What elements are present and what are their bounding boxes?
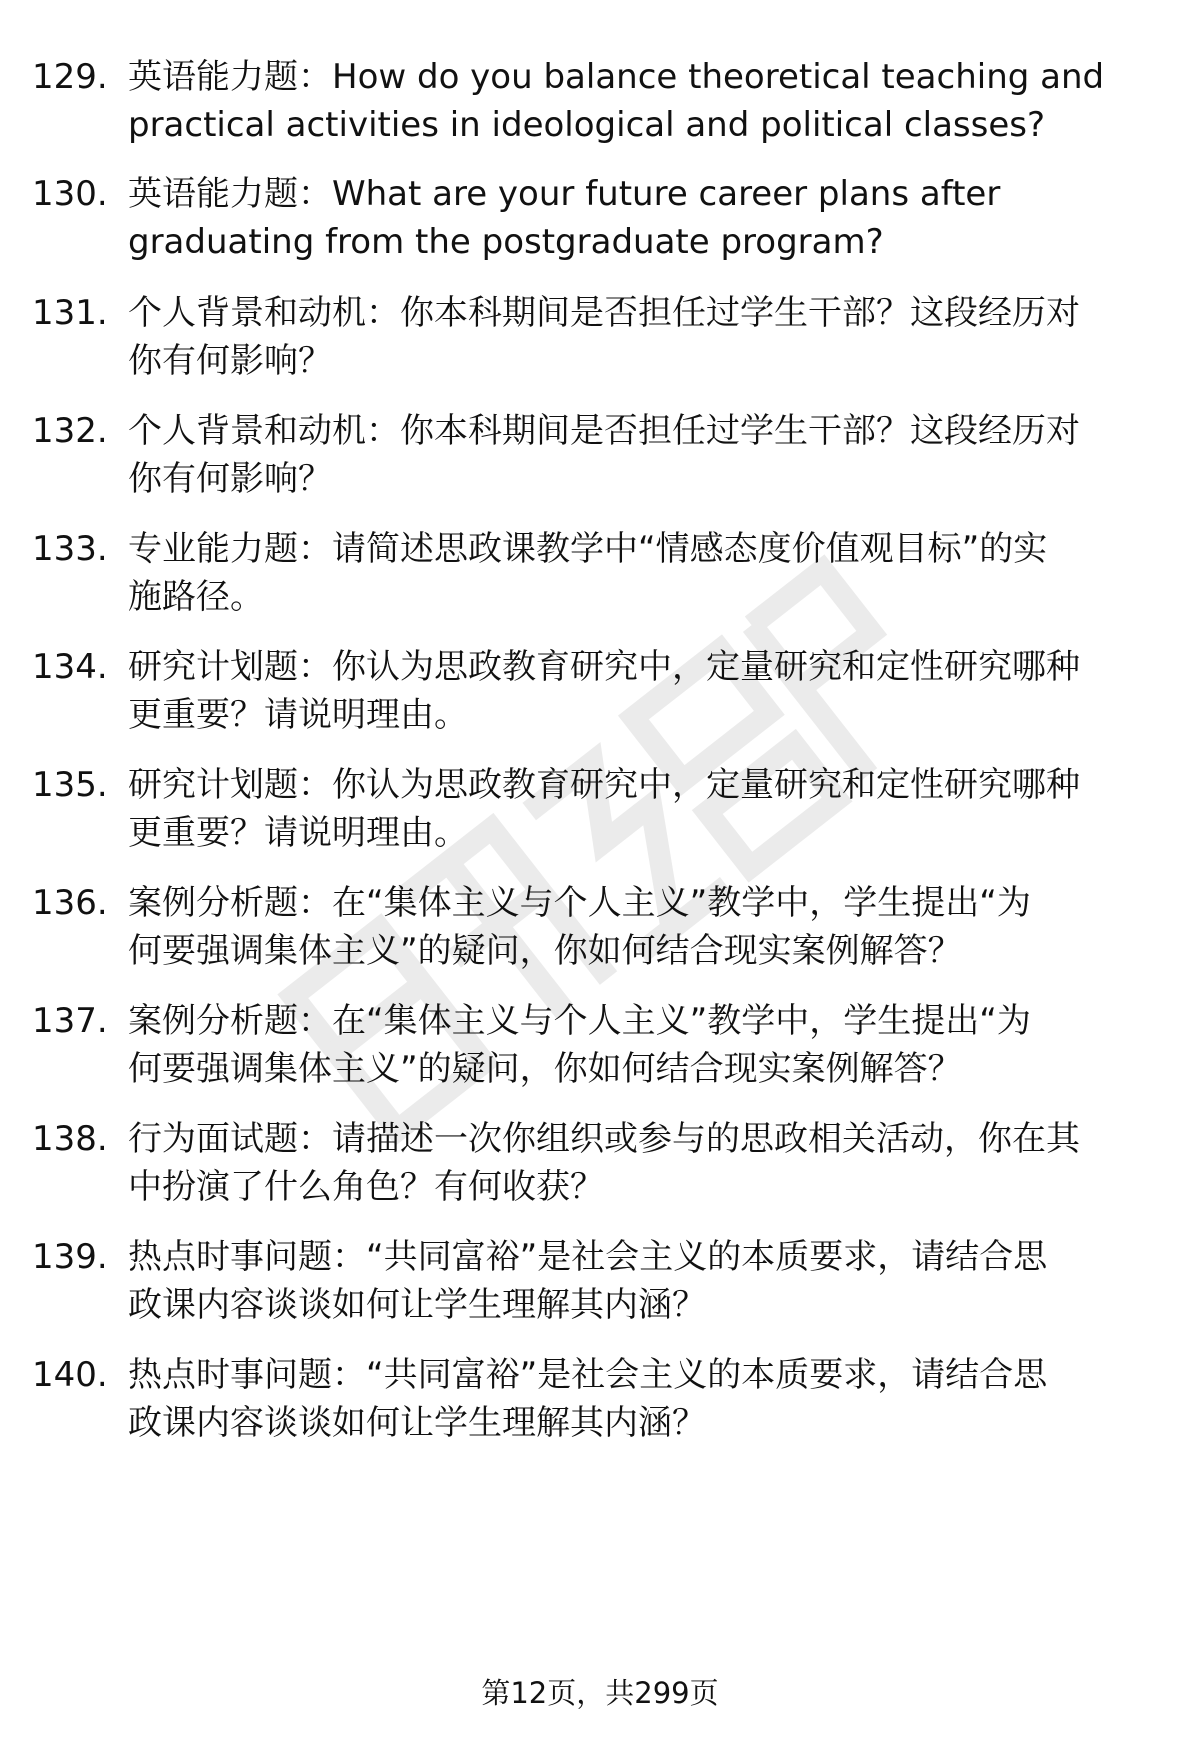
question-text-line: 你有何影响？ [128, 341, 332, 381]
question-text-line: graduating from the postgraduate program? [128, 222, 884, 262]
question-text-line: 更重要？请说明理由。 [128, 695, 468, 735]
question-text-line: 研究计划题：你认为思政教育研究中，定量研究和定性研究哪种 [128, 647, 1080, 687]
question-text-line: 研究计划题：你认为思政教育研究中，定量研究和定性研究哪种 [128, 765, 1080, 805]
question-text-line: 何要强调集体主义”的疑问，你如何结合现实案例解答？ [128, 1049, 962, 1089]
question-text-line: practical activities in ideological and political classes? [128, 105, 1046, 145]
question-number: 136. [32, 883, 108, 923]
question-number: 129. [32, 57, 108, 97]
question-number: 133. [32, 529, 108, 569]
question-text-line: 何要强调集体主义”的疑问，你如何结合现实案例解答？ [128, 931, 962, 971]
question-number: 131. [32, 293, 108, 333]
question-text-line: 案例分析题：在“集体主义与个人主义”教学中，学生提出“为 [128, 883, 1031, 923]
question-text-line: 行为面试题：请描述一次你组织或参与的思政相关活动，你在其 [128, 1119, 1080, 1159]
question-text-line: 政课内容谈谈如何让学生理解其内涵？ [128, 1285, 706, 1325]
question-number: 138. [32, 1119, 108, 1159]
question-number: 135. [32, 765, 108, 805]
question-text-line: 更重要？请说明理由。 [128, 813, 468, 853]
question-text-line: 热点时事问题：“共同富裕”是社会主义的本质要求，请结合思 [128, 1355, 1048, 1395]
question-number: 140. [32, 1355, 108, 1395]
question-number: 134. [32, 647, 108, 687]
question-number: 139. [32, 1237, 108, 1277]
question-text-line: 英语能力题：What are your future career plans after [128, 174, 1001, 214]
question-number: 137. [32, 1001, 108, 1041]
question-text-line: 你有何影响？ [128, 459, 332, 499]
question-number: 132. [32, 411, 108, 451]
question-text-line: 英语能力题：How do you balance theoretical teaching and [128, 57, 1105, 97]
question-text-line: 专业能力题：请简述思政课教学中“情感态度价值观目标”的实 [128, 529, 1048, 569]
page-footer [0, 1673, 1200, 1713]
question-text-line: 热点时事问题：“共同富裕”是社会主义的本质要求，请结合思 [128, 1237, 1048, 1277]
question-text-line: 案例分析题：在“集体主义与个人主义”教学中，学生提出“为 [128, 1001, 1031, 1041]
page-number-label: 第12页，共299页 [481, 1676, 719, 1710]
question-number: 130. [32, 174, 108, 214]
question-text-line: 政课内容谈谈如何让学生理解其内涵？ [128, 1403, 706, 1443]
question-text-line: 施路径。 [128, 577, 264, 617]
question-text-line: 个人背景和动机：你本科期间是否担任过学生干部？这段经历对 [128, 293, 1080, 333]
question-text-line: 中扮演了什么角色？有何收获？ [128, 1167, 604, 1207]
question-text-line: 个人背景和动机：你本科期间是否担任过学生干部？这段经历对 [128, 411, 1080, 451]
